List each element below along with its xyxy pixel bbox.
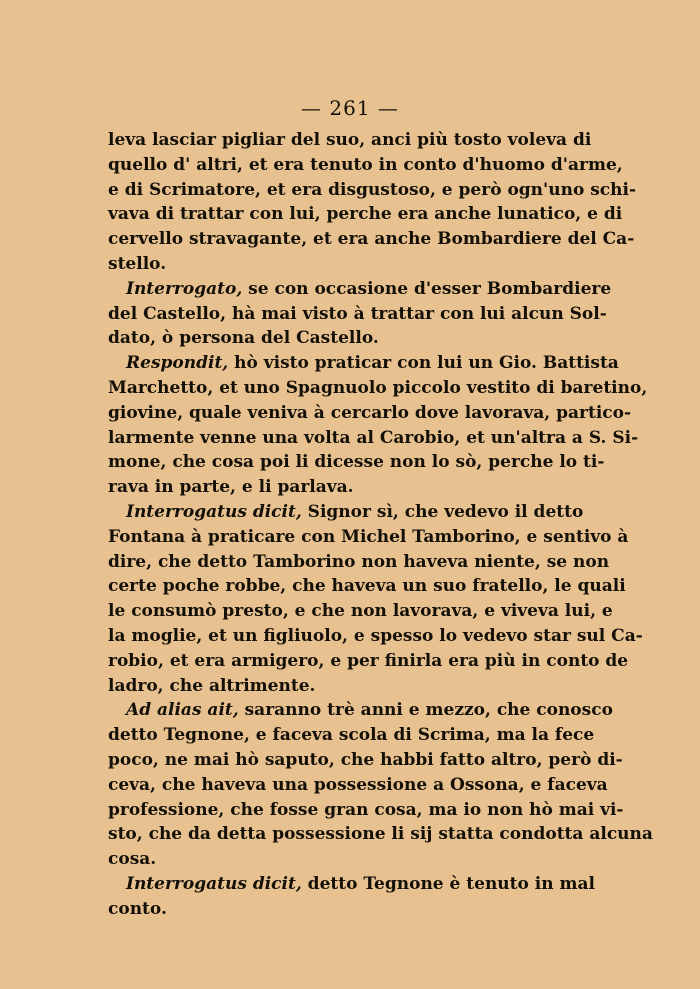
text-line bbox=[108, 277, 612, 302]
text-line: dire, che detto Tamborino non haveva niente, se non bbox=[108, 551, 610, 572]
paragraph-1 bbox=[108, 128, 637, 277]
line-text: detto Tegnone è tenuto in mal bbox=[301, 873, 595, 894]
paragraph-lead: Interrogatus dicit, bbox=[126, 501, 302, 522]
text-line: mone, che cosa poi li dicesse non lo sò, perche lo ti- bbox=[108, 452, 605, 473]
text-line: robio, et era armigero, e per finirla era più in conto de bbox=[108, 650, 629, 671]
text-line: ladro, che altrimente. bbox=[108, 675, 316, 696]
line-text: hò visto praticar con lui un Gio. Battista bbox=[228, 353, 619, 374]
text-line: le consumò presto, e che non lavorava, e viveva lui, e bbox=[108, 601, 613, 622]
line-text: se con occasione d'esser Bombardiere bbox=[242, 278, 612, 299]
text-line bbox=[108, 698, 613, 723]
text-line bbox=[108, 872, 595, 897]
line-text: Signor sì, che vedevo il detto bbox=[301, 501, 584, 522]
text-line: cosa. bbox=[108, 849, 157, 870]
text-line: leva lasciar pigliar del suo, anci più tosto voleva di bbox=[108, 130, 592, 150]
text-line: dato, ò persona del Castello. bbox=[108, 328, 379, 349]
text-line: giovine, quale veniva à cercarlo dove lavorava, partico- bbox=[108, 402, 632, 423]
text-line bbox=[108, 500, 584, 525]
paragraph-2 bbox=[108, 277, 612, 351]
paragraph-lead: Respondit, bbox=[126, 353, 229, 374]
text-line: poco, ne mai hò saputo, che habbi fatto altro, però di- bbox=[108, 749, 623, 770]
text-line: conto. bbox=[108, 898, 167, 919]
text-line: stello. bbox=[108, 253, 167, 274]
line-text: saranno trè anni e mezzo, che conosco bbox=[238, 700, 613, 721]
text-line: sto, che da detta possessione li sij statta condotta alcuna bbox=[108, 824, 653, 845]
text-line: rava in parte, e li parlava. bbox=[108, 477, 354, 498]
text-line: quello d' altri, et era tenuto in conto d'huomo d'arme, bbox=[108, 154, 623, 175]
text-line: ceva, che haveva una possessione a Ossona, e faceva bbox=[108, 774, 608, 795]
text-line: certe poche robbe, che haveva un suo fratello, le quali bbox=[108, 576, 626, 597]
paragraph-6 bbox=[108, 872, 595, 922]
text-line: cervello stravagante, et era anche Bombardiere del Ca- bbox=[108, 229, 635, 250]
text-line: Fontana à praticare con Michel Tamborino, e sentivo à bbox=[108, 526, 629, 547]
paragraph-3 bbox=[108, 351, 648, 500]
paragraph-lead: Ad alias ait, bbox=[126, 700, 239, 721]
text-line: Marchetto, et uno Spagnuolo piccolo vestito di baretino, bbox=[108, 377, 648, 398]
text-line: vava di trattar con lui, perche era anche lunatico, e di bbox=[108, 204, 623, 225]
paragraph-5 bbox=[108, 698, 653, 872]
paragraph-lead: Interrogatus dicit, bbox=[126, 873, 302, 894]
page-number: — 261 — bbox=[301, 96, 399, 120]
body-text bbox=[108, 128, 653, 922]
text-line: detto Tegnone, e faceva scola di Scrima, ma la fece bbox=[108, 725, 595, 746]
paragraph-lead: Interrogato, bbox=[126, 278, 243, 299]
text-line: e di Scrimatore, et era disgustoso, e però ogn'uno schi- bbox=[108, 179, 637, 200]
text-line: larmente venne una volta al Carobio, et un'altra a S. Si- bbox=[108, 427, 639, 448]
text-line bbox=[108, 351, 619, 376]
text-line: la moglie, et un figliuolo, e spesso lo vedevo star sul Ca- bbox=[108, 625, 643, 646]
text-line: del Castello, hà mai visto à trattar con lui alcun Sol- bbox=[108, 303, 607, 324]
text-line: professione, che fosse gran cosa, ma io non hò mai vi- bbox=[108, 799, 624, 820]
paragraph-4 bbox=[108, 500, 643, 698]
